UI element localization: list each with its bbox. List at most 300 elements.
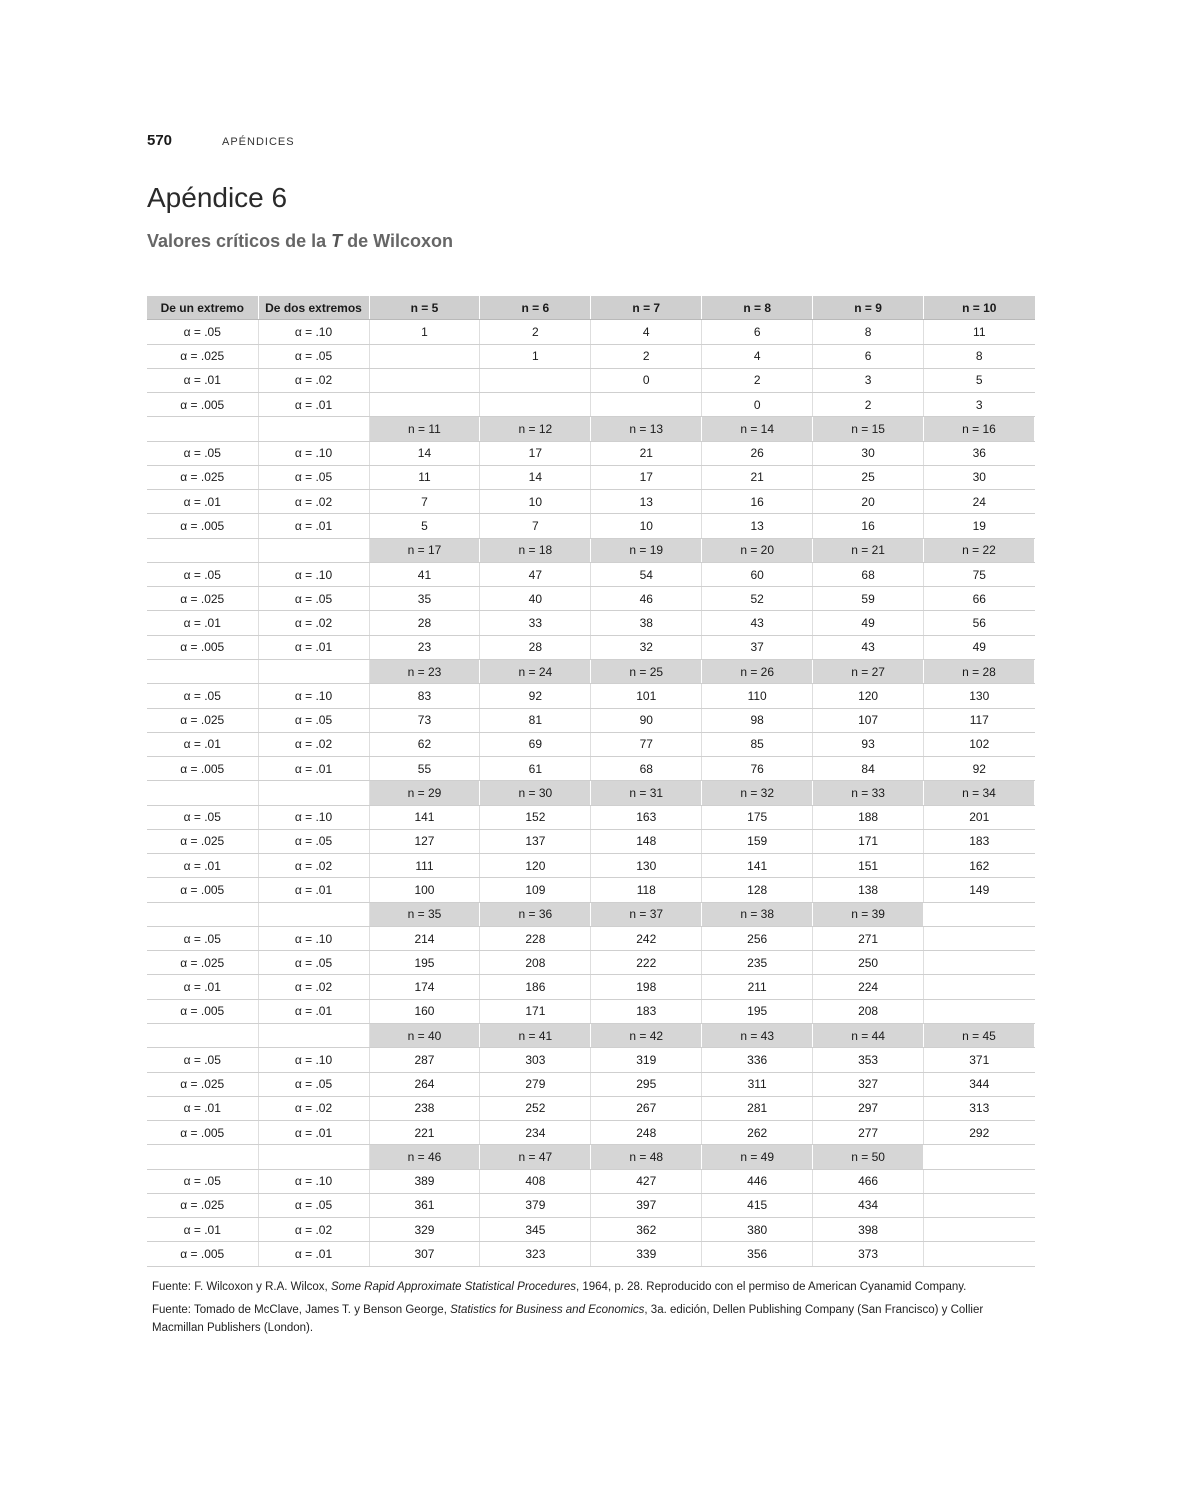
empty-cell (258, 1145, 369, 1169)
n-label: n = 49 (702, 1145, 813, 1169)
critical-value: 208 (480, 951, 591, 975)
alpha-two-tail: α = .10 (258, 1048, 369, 1072)
table-row (147, 975, 1035, 999)
n-label (924, 1145, 1035, 1169)
table-row (147, 926, 1035, 950)
n-label: n = 25 (591, 659, 702, 683)
critical-value: 109 (480, 878, 591, 902)
n-label: n = 47 (480, 1145, 591, 1169)
critical-value: 17 (480, 441, 591, 465)
critical-value: 183 (591, 999, 702, 1023)
critical-value: 295 (591, 1072, 702, 1096)
critical-value: 81 (480, 708, 591, 732)
alpha-one-tail: α = .005 (147, 1121, 258, 1145)
page-title: Apéndice 6 (147, 182, 288, 213)
n-label: n = 31 (591, 781, 702, 805)
critical-value: 17 (591, 465, 702, 489)
table-row (147, 635, 1035, 659)
alpha-one-tail: α = .01 (147, 1218, 258, 1242)
critical-value: 311 (702, 1072, 813, 1096)
critical-value: 380 (702, 1218, 813, 1242)
critical-value: 56 (924, 611, 1035, 635)
n-label: n = 30 (480, 781, 591, 805)
alpha-one-tail: α = .01 (147, 854, 258, 878)
critical-value: 73 (369, 708, 480, 732)
alpha-two-tail: α = .10 (258, 441, 369, 465)
alpha-one-tail: α = .05 (147, 926, 258, 950)
critical-value: 127 (369, 829, 480, 853)
table-row (147, 1242, 1035, 1266)
n-label: n = 12 (480, 417, 591, 441)
alpha-one-tail: α = .005 (147, 757, 258, 781)
critical-value: 148 (591, 829, 702, 853)
n-label: n = 32 (702, 781, 813, 805)
critical-value: 0 (702, 393, 813, 417)
critical-value: 175 (702, 805, 813, 829)
critical-value: 336 (702, 1048, 813, 1072)
critical-value: 362 (591, 1218, 702, 1242)
n-label: n = 50 (813, 1145, 924, 1169)
critical-value: 389 (369, 1169, 480, 1193)
alpha-one-tail: α = .05 (147, 320, 258, 344)
critical-value: 151 (813, 854, 924, 878)
critical-value: 214 (369, 926, 480, 950)
subtitle-text-end: de Wilcoxon (347, 231, 453, 251)
critical-value: 208 (813, 999, 924, 1023)
critical-value (480, 368, 591, 392)
critical-value: 221 (369, 1121, 480, 1145)
empty-cell (258, 417, 369, 441)
critical-value: 69 (480, 732, 591, 756)
critical-value: 371 (924, 1048, 1035, 1072)
critical-value: 313 (924, 1096, 1035, 1120)
alpha-one-tail: α = .01 (147, 611, 258, 635)
critical-value: 319 (591, 1048, 702, 1072)
n-label: n = 26 (702, 659, 813, 683)
table-row (147, 1218, 1035, 1242)
critical-value: 201 (924, 805, 1035, 829)
footnote (152, 1278, 1032, 1296)
alpha-one-tail: α = .05 (147, 1048, 258, 1072)
critical-value: 277 (813, 1121, 924, 1145)
alpha-one-tail: α = .025 (147, 1072, 258, 1096)
n-label: n = 28 (924, 659, 1035, 683)
alpha-two-tail: α = .10 (258, 926, 369, 950)
alpha-two-tail: α = .10 (258, 684, 369, 708)
critical-value: 90 (591, 708, 702, 732)
n-header-row (147, 902, 1035, 926)
n-label: n = 44 (813, 1023, 924, 1047)
n-label: n = 24 (480, 659, 591, 683)
table-row (147, 514, 1035, 538)
critical-value: 77 (591, 732, 702, 756)
alpha-two-tail: α = .05 (258, 1193, 369, 1217)
alpha-two-tail: α = .02 (258, 368, 369, 392)
alpha-two-tail: α = .10 (258, 805, 369, 829)
table-row (147, 854, 1035, 878)
alpha-two-tail: α = .01 (258, 757, 369, 781)
alpha-two-tail: α = .10 (258, 1169, 369, 1193)
alpha-two-tail: α = .02 (258, 1218, 369, 1242)
critical-value (924, 926, 1035, 950)
n-label: n = 16 (924, 417, 1035, 441)
critical-value: 107 (813, 708, 924, 732)
alpha-two-tail: α = .05 (258, 708, 369, 732)
n-label: n = 38 (702, 902, 813, 926)
alpha-one-tail: α = .025 (147, 465, 258, 489)
alpha-two-tail: α = .05 (258, 465, 369, 489)
critical-value: 49 (924, 635, 1035, 659)
table-row (147, 999, 1035, 1023)
critical-value: 171 (813, 829, 924, 853)
critical-value: 281 (702, 1096, 813, 1120)
critical-value: 228 (480, 926, 591, 950)
critical-value: 195 (369, 951, 480, 975)
critical-value: 252 (480, 1096, 591, 1120)
critical-value (591, 393, 702, 417)
critical-value: 49 (813, 611, 924, 635)
critical-value: 21 (591, 441, 702, 465)
critical-value: 37 (702, 635, 813, 659)
table-row (147, 320, 1035, 344)
alpha-one-tail: α = .005 (147, 393, 258, 417)
alpha-one-tail: α = .05 (147, 684, 258, 708)
critical-value: 2 (480, 320, 591, 344)
critical-value: 14 (369, 441, 480, 465)
alpha-one-tail: α = .025 (147, 1193, 258, 1217)
critical-value: 292 (924, 1121, 1035, 1145)
critical-value: 152 (480, 805, 591, 829)
critical-value: 159 (702, 829, 813, 853)
critical-value: 14 (480, 465, 591, 489)
critical-value: 222 (591, 951, 702, 975)
section-name: APÉNDICES (222, 136, 295, 148)
critical-value (924, 1218, 1035, 1242)
critical-value: 2 (591, 344, 702, 368)
header-n: n = 5 (369, 296, 480, 320)
alpha-two-tail: α = .05 (258, 1072, 369, 1096)
n-label: n = 27 (813, 659, 924, 683)
critical-value: 92 (924, 757, 1035, 781)
alpha-two-tail: α = .02 (258, 490, 369, 514)
critical-value (924, 1193, 1035, 1217)
critical-value: 11 (369, 465, 480, 489)
critical-value: 174 (369, 975, 480, 999)
critical-value: 32 (591, 635, 702, 659)
alpha-two-tail: α = .10 (258, 562, 369, 586)
critical-value: 141 (369, 805, 480, 829)
critical-value: 10 (480, 490, 591, 514)
critical-value: 398 (813, 1218, 924, 1242)
critical-value: 16 (813, 514, 924, 538)
n-label: n = 20 (702, 538, 813, 562)
header-two-tail: De dos extremos (258, 296, 369, 320)
critical-value: 0 (591, 368, 702, 392)
alpha-one-tail: α = .05 (147, 441, 258, 465)
alpha-one-tail: α = .01 (147, 975, 258, 999)
critical-value: 323 (480, 1242, 591, 1266)
alpha-two-tail: α = .02 (258, 854, 369, 878)
critical-value: 28 (480, 635, 591, 659)
critical-value: 11 (924, 320, 1035, 344)
critical-value: 345 (480, 1218, 591, 1242)
critical-value: 54 (591, 562, 702, 586)
header-n: n = 8 (702, 296, 813, 320)
n-header-row (147, 1145, 1035, 1169)
n-label: n = 42 (591, 1023, 702, 1047)
critical-value: 43 (813, 635, 924, 659)
critical-value: 130 (591, 854, 702, 878)
critical-value: 379 (480, 1193, 591, 1217)
critical-value: 118 (591, 878, 702, 902)
n-label: n = 18 (480, 538, 591, 562)
critical-value: 21 (702, 465, 813, 489)
critical-value: 24 (924, 490, 1035, 514)
critical-value (369, 344, 480, 368)
alpha-two-tail: α = .01 (258, 635, 369, 659)
n-header-row (147, 417, 1035, 441)
n-label: n = 22 (924, 538, 1035, 562)
critical-value: 303 (480, 1048, 591, 1072)
critical-value: 149 (924, 878, 1035, 902)
alpha-one-tail: α = .005 (147, 878, 258, 902)
critical-value: 162 (924, 854, 1035, 878)
alpha-two-tail: α = .02 (258, 1096, 369, 1120)
alpha-two-tail: α = .01 (258, 1121, 369, 1145)
critical-value: 92 (480, 684, 591, 708)
critical-value: 361 (369, 1193, 480, 1217)
critical-value: 85 (702, 732, 813, 756)
critical-value: 68 (813, 562, 924, 586)
critical-value (924, 975, 1035, 999)
header-n: n = 6 (480, 296, 591, 320)
critical-value: 297 (813, 1096, 924, 1120)
alpha-one-tail: α = .025 (147, 708, 258, 732)
n-label: n = 43 (702, 1023, 813, 1047)
n-label: n = 11 (369, 417, 480, 441)
table-header-row (147, 296, 1035, 320)
critical-value: 59 (813, 587, 924, 611)
n-label (924, 902, 1035, 926)
critical-value: 36 (924, 441, 1035, 465)
critical-value: 267 (591, 1096, 702, 1120)
critical-value: 7 (480, 514, 591, 538)
critical-value: 128 (702, 878, 813, 902)
critical-value: 256 (702, 926, 813, 950)
alpha-one-tail: α = .025 (147, 344, 258, 368)
critical-value: 138 (813, 878, 924, 902)
critical-value: 8 (924, 344, 1035, 368)
alpha-one-tail: α = .01 (147, 368, 258, 392)
alpha-one-tail: α = .05 (147, 1169, 258, 1193)
critical-value (369, 393, 480, 417)
critical-value: 26 (702, 441, 813, 465)
critical-value: 35 (369, 587, 480, 611)
table-row (147, 1169, 1035, 1193)
alpha-two-tail: α = .05 (258, 951, 369, 975)
footnotes (152, 1278, 1032, 1342)
n-label: n = 36 (480, 902, 591, 926)
critical-value: 130 (924, 684, 1035, 708)
table-row (147, 708, 1035, 732)
alpha-one-tail: α = .05 (147, 805, 258, 829)
critical-value: 111 (369, 854, 480, 878)
critical-value: 6 (702, 320, 813, 344)
n-label: n = 21 (813, 538, 924, 562)
alpha-two-tail: α = .02 (258, 611, 369, 635)
n-label: n = 41 (480, 1023, 591, 1047)
table-row (147, 732, 1035, 756)
table-row (147, 684, 1035, 708)
critical-value: 93 (813, 732, 924, 756)
footnote-text: Fuente: Tomado de McClave, James T. y Benson George, (152, 1304, 451, 1316)
critical-value: 183 (924, 829, 1035, 853)
n-label: n = 17 (369, 538, 480, 562)
critical-value: 248 (591, 1121, 702, 1145)
n-label: n = 35 (369, 902, 480, 926)
critical-value: 262 (702, 1121, 813, 1145)
critical-value (924, 1169, 1035, 1193)
n-header-row (147, 659, 1035, 683)
critical-value: 110 (702, 684, 813, 708)
footnote-text: , 1964, p. 28. Reproducido con el permiso de American Cyanamid Company. (575, 1281, 967, 1293)
critical-value: 4 (702, 344, 813, 368)
critical-value (924, 999, 1035, 1023)
n-label: n = 23 (369, 659, 480, 683)
critical-value: 30 (813, 441, 924, 465)
critical-value: 234 (480, 1121, 591, 1145)
critical-value: 120 (813, 684, 924, 708)
alpha-one-tail: α = .01 (147, 1096, 258, 1120)
critical-value: 224 (813, 975, 924, 999)
critical-value (480, 393, 591, 417)
alpha-one-tail: α = .005 (147, 635, 258, 659)
critical-value: 171 (480, 999, 591, 1023)
alpha-one-tail: α = .025 (147, 587, 258, 611)
n-label: n = 40 (369, 1023, 480, 1047)
critical-value: 339 (591, 1242, 702, 1266)
table-row (147, 562, 1035, 586)
table-subtitle (147, 231, 453, 252)
n-label: n = 14 (702, 417, 813, 441)
n-label: n = 34 (924, 781, 1035, 805)
critical-value: 25 (813, 465, 924, 489)
alpha-two-tail: α = .01 (258, 878, 369, 902)
footnote-text: , 3a. edición, Dellen Publishing Company (San Francisco) y Collier Macmillan Publishers (London). (152, 1304, 984, 1334)
n-header-row (147, 1023, 1035, 1047)
n-label: n = 48 (591, 1145, 702, 1169)
critical-value: 408 (480, 1169, 591, 1193)
table-row (147, 1048, 1035, 1072)
table-row (147, 951, 1035, 975)
critical-value (924, 1242, 1035, 1266)
critical-value: 373 (813, 1242, 924, 1266)
critical-value: 141 (702, 854, 813, 878)
table-row (147, 441, 1035, 465)
critical-value (369, 368, 480, 392)
critical-value: 43 (702, 611, 813, 635)
alpha-two-tail: α = .10 (258, 320, 369, 344)
alpha-two-tail: α = .05 (258, 587, 369, 611)
critical-value: 101 (591, 684, 702, 708)
n-label: n = 39 (813, 902, 924, 926)
critical-value: 466 (813, 1169, 924, 1193)
critical-value: 13 (591, 490, 702, 514)
critical-value: 120 (480, 854, 591, 878)
table-body (147, 320, 1035, 1266)
alpha-one-tail: α = .025 (147, 829, 258, 853)
n-label: n = 15 (813, 417, 924, 441)
critical-value: 163 (591, 805, 702, 829)
critical-value: 2 (702, 368, 813, 392)
critical-value: 28 (369, 611, 480, 635)
n-label: n = 46 (369, 1145, 480, 1169)
n-header-row (147, 781, 1035, 805)
critical-value (924, 951, 1035, 975)
table-row (147, 344, 1035, 368)
n-label: n = 13 (591, 417, 702, 441)
running-head (147, 132, 295, 149)
footnote (152, 1301, 1032, 1337)
empty-cell (147, 1023, 258, 1047)
critical-value: 5 (924, 368, 1035, 392)
critical-value: 3 (924, 393, 1035, 417)
table-row (147, 829, 1035, 853)
alpha-two-tail: α = .05 (258, 829, 369, 853)
critical-value: 188 (813, 805, 924, 829)
critical-value: 356 (702, 1242, 813, 1266)
critical-value: 238 (369, 1096, 480, 1120)
critical-value: 75 (924, 562, 1035, 586)
critical-value: 40 (480, 587, 591, 611)
critical-value: 5 (369, 514, 480, 538)
empty-cell (147, 417, 258, 441)
empty-cell (258, 538, 369, 562)
empty-cell (147, 538, 258, 562)
critical-value: 66 (924, 587, 1035, 611)
n-label: n = 29 (369, 781, 480, 805)
critical-value: 397 (591, 1193, 702, 1217)
critical-value: 41 (369, 562, 480, 586)
critical-value: 271 (813, 926, 924, 950)
table-row (147, 490, 1035, 514)
critical-value: 55 (369, 757, 480, 781)
table-row (147, 1072, 1035, 1096)
critical-value: 47 (480, 562, 591, 586)
header-one-tail: De un extremo (147, 296, 258, 320)
critical-value: 10 (591, 514, 702, 538)
alpha-two-tail: α = .01 (258, 514, 369, 538)
critical-value: 287 (369, 1048, 480, 1072)
critical-value: 211 (702, 975, 813, 999)
critical-value: 20 (813, 490, 924, 514)
table-row (147, 1096, 1035, 1120)
alpha-two-tail: α = .02 (258, 732, 369, 756)
table-row (147, 393, 1035, 417)
critical-value: 279 (480, 1072, 591, 1096)
n-label: n = 37 (591, 902, 702, 926)
alpha-one-tail: α = .005 (147, 514, 258, 538)
header-n: n = 10 (924, 296, 1035, 320)
n-label: n = 45 (924, 1023, 1035, 1047)
alpha-two-tail: α = .05 (258, 344, 369, 368)
critical-value: 8 (813, 320, 924, 344)
alpha-two-tail: α = .01 (258, 393, 369, 417)
alpha-two-tail: α = .02 (258, 975, 369, 999)
critical-value: 62 (369, 732, 480, 756)
critical-value: 415 (702, 1193, 813, 1217)
alpha-two-tail: α = .01 (258, 1242, 369, 1266)
